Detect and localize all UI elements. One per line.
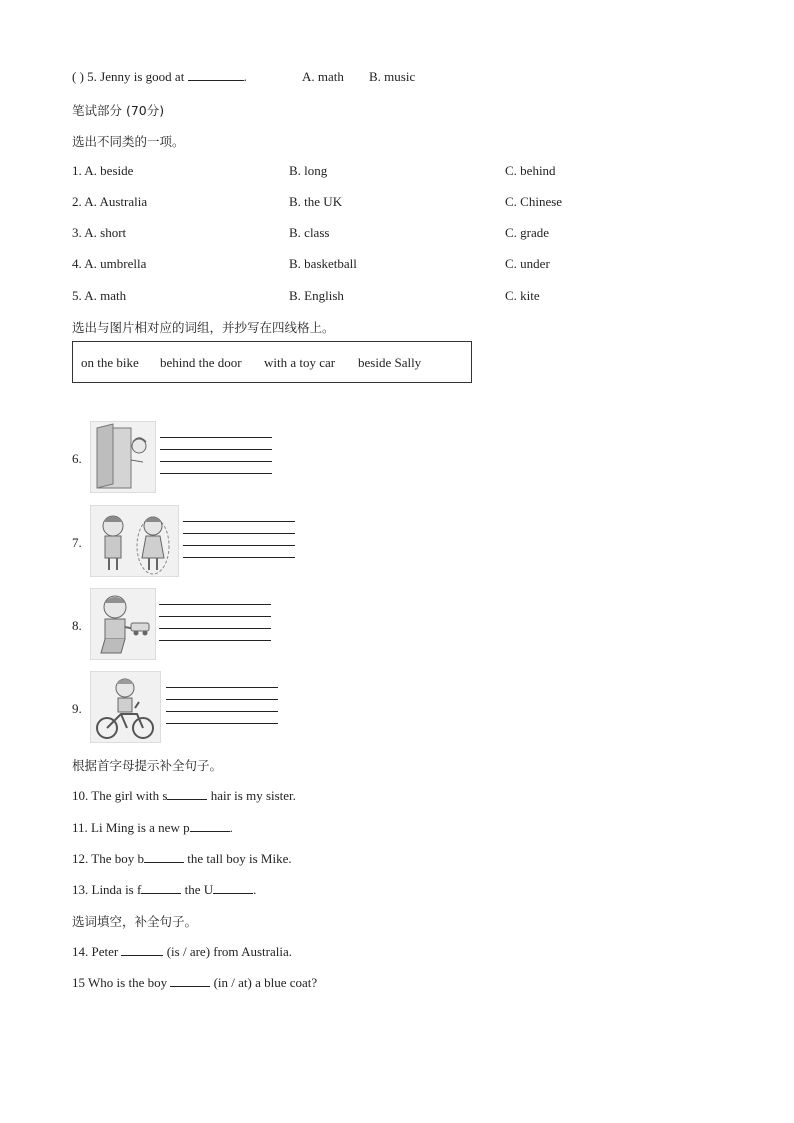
- option-b: B. English: [289, 288, 344, 303]
- word-bank-item: with a toy car: [264, 355, 336, 370]
- q5-stem: 5. Jenny is good at: [87, 69, 185, 84]
- option-c: C. under: [505, 256, 550, 271]
- part2-instruction: 选出与图片相对应的词组，并抄写在四线格上。: [72, 320, 335, 335]
- answer-blank[interactable]: [167, 799, 207, 800]
- answer-blank[interactable]: [141, 893, 181, 894]
- sentence-text: .: [253, 882, 257, 897]
- part1-item-5: [0, 288, 794, 304]
- door-illustration: [91, 422, 155, 492]
- option-b: B. class: [289, 225, 330, 240]
- sentence-text: 13. Linda is f: [72, 882, 142, 897]
- item-number: 8.: [72, 618, 82, 633]
- four-line-grid[interactable]: [166, 687, 278, 725]
- option-b: B. long: [289, 163, 328, 178]
- part1-item-2: [0, 194, 794, 210]
- answer-blank[interactable]: [144, 862, 184, 863]
- written-section-title: 笔试部分 (70分): [72, 103, 165, 118]
- sentence-14: [72, 944, 292, 960]
- two-girls-illustration: [91, 506, 178, 576]
- option-c: C. behind: [505, 163, 556, 178]
- answer-blank[interactable]: [213, 893, 253, 894]
- option-a: 4. A. umbrella: [72, 256, 147, 271]
- picture-item-8: [72, 588, 322, 660]
- sentence-text: .: [229, 820, 233, 835]
- answer-blank[interactable]: [190, 831, 230, 832]
- picture-item-9: [72, 671, 322, 743]
- option-a: 1. A. beside: [72, 163, 134, 178]
- sentence-11: [72, 820, 233, 836]
- option-b: B. the UK: [289, 194, 343, 209]
- part1-item-1: [0, 163, 794, 179]
- option-c: C. grade: [505, 225, 550, 240]
- part3-instruction: 根据首字母提示补全句子。: [72, 758, 223, 773]
- boy-bike-illustration: [91, 672, 160, 742]
- q5-option-a: A. math: [302, 69, 344, 84]
- answer-blank[interactable]: [170, 986, 210, 987]
- boy-toy-car-picture: [90, 588, 156, 660]
- option-a: 5. A. math: [72, 288, 127, 303]
- sentence-text: 12. The boy b: [72, 851, 144, 866]
- sentence-text: (is / are) from Australia.: [163, 944, 292, 959]
- two-girls-picture: [90, 505, 179, 577]
- item-number: 9.: [72, 701, 82, 716]
- sentence-12: [72, 851, 292, 867]
- sentence-text: 11. Li Ming is a new p: [72, 820, 190, 835]
- q5-option-b: B. music: [369, 69, 416, 84]
- sentence-text: the tall boy is Mike.: [183, 851, 292, 866]
- option-c: C. Chinese: [505, 194, 563, 209]
- option-b: B. basketball: [289, 256, 357, 271]
- picture-item-6: [72, 421, 322, 493]
- listening-q5: [72, 69, 416, 85]
- sentence-15: [72, 975, 317, 991]
- four-line-grid[interactable]: [159, 604, 271, 642]
- door-picture: [90, 421, 156, 493]
- word-bank-item: on the bike: [81, 355, 139, 370]
- sentence-text: 14. Peter: [72, 944, 119, 959]
- option-a: 3. A. short: [72, 225, 127, 240]
- sentence-text: 15 Who is the boy: [72, 975, 168, 990]
- option-c: C. kite: [505, 288, 540, 303]
- item-number: 6.: [72, 451, 82, 466]
- four-line-grid[interactable]: [183, 521, 295, 559]
- word-bank-item: behind the door: [160, 355, 242, 370]
- part1-item-4: [0, 256, 794, 272]
- picture-item-7: [72, 505, 322, 577]
- sentence-text: (in / at) a blue coat?: [210, 975, 318, 990]
- item-number: 7.: [72, 535, 82, 550]
- answer-paren: ( ): [72, 69, 84, 84]
- four-line-grid[interactable]: [160, 437, 272, 475]
- word-bank-item: beside Sally: [358, 355, 422, 370]
- sentence-text: the U: [181, 882, 214, 897]
- answer-blank[interactable]: [121, 955, 163, 956]
- q5-end: .: [243, 69, 247, 84]
- boy-bike-picture: [90, 671, 161, 743]
- sentence-text: 10. The girl with s: [72, 788, 168, 803]
- option-a: 2. A. Australia: [72, 194, 148, 209]
- q5-blank[interactable]: [188, 80, 244, 81]
- boy-toy-car-illustration: [91, 589, 155, 659]
- sentence-text: hair is my sister.: [207, 788, 296, 803]
- word-bank-box: [72, 341, 472, 383]
- part1-instruction: 选出不同类的一项。: [72, 134, 185, 149]
- part4-instruction: 选词填空，补全句子。: [72, 914, 198, 929]
- sentence-10: [72, 788, 296, 804]
- part1-item-3: [0, 225, 794, 241]
- sentence-13: [72, 882, 256, 898]
